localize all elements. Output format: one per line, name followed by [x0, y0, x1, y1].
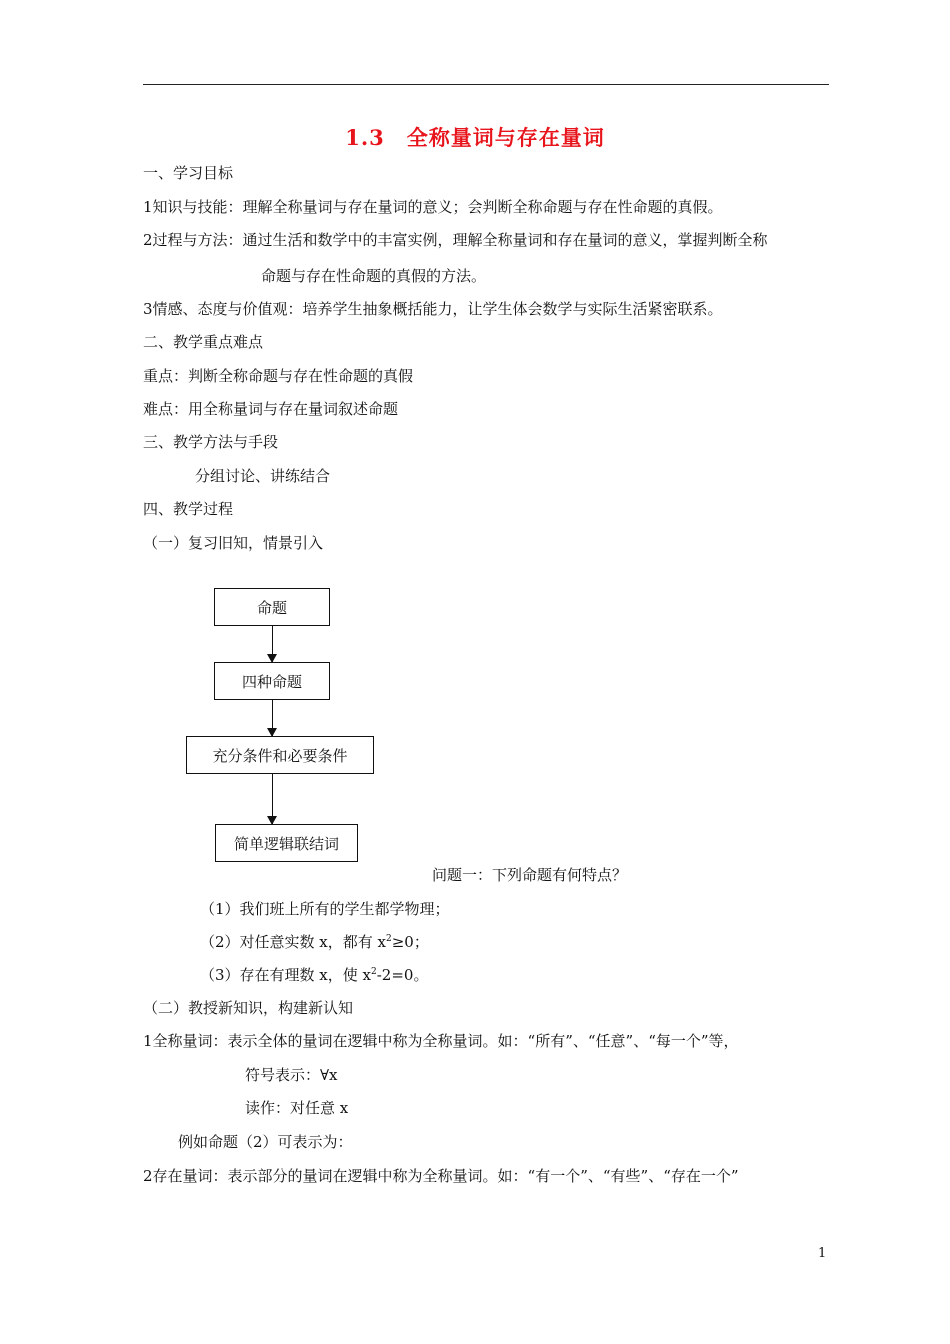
- method-text: 分组讨论、讲练结合: [195, 467, 331, 485]
- header-rule: [143, 84, 829, 85]
- flow-arrow-1: [272, 626, 273, 662]
- subsection-new-knowledge: （二）教授新知识，构建新认知: [143, 999, 354, 1017]
- section-heading-method: 三、教学方法与手段: [143, 433, 279, 451]
- section-heading-process: 四、教学过程: [143, 500, 234, 518]
- flow-box-connectives: [215, 824, 358, 862]
- universal-quantifier-definition: 1全称量词：表示全体的量词在逻辑中称为全称量词。如：“所有”、“任意”、“每一个”等，: [143, 1032, 739, 1050]
- goal-process-line2: 命题与存在性命题的真假的方法。: [261, 267, 487, 285]
- flow-box-label: 充分条件和必要条件: [212, 746, 348, 765]
- flow-arrow-3: [272, 774, 273, 824]
- symbol-notation: 符号表示：∀x: [245, 1066, 338, 1084]
- flow-arrow-2: [272, 700, 273, 736]
- key-point: 重点：判断全称命题与存在性命题的真假: [143, 367, 414, 385]
- example-item-3: （3）存在有理数 x，使 $x^2-2=0$。: [200, 966, 429, 984]
- read-as: 读作：对任意 x: [245, 1099, 349, 1117]
- example-item-1: （1）我们班上所有的学生都学物理；: [200, 900, 450, 918]
- flow-box-four-propositions: [214, 662, 330, 700]
- flow-box-conditions: [186, 736, 374, 774]
- flow-box-label: 四种命题: [241, 672, 302, 691]
- difficulty: 难点：用全称量词与存在量词叙述命题: [143, 400, 399, 418]
- goal-attitude: 3情感、态度与价值观：培养学生抽象概括能力，让学生体会数学与实际生活紧密联系。: [143, 300, 723, 318]
- page-number: 1: [818, 1246, 827, 1261]
- goal-knowledge: 1知识与技能：理解全称量词与存在量词的意义；会判断全称命题与存在性命题的真假。: [143, 198, 723, 216]
- question-one: 问题一：下列命题有何特点？: [432, 866, 628, 884]
- page-title: 1.3 全称量词与存在量词: [345, 125, 605, 150]
- section-heading-focus: 二、教学重点难点: [143, 333, 264, 351]
- goal-process-line1: 2过程与方法：通过生活和数学中的丰富实例，理解全称量词和存在量词的意义，掌握判断全称: [143, 231, 768, 249]
- example-item-2: （2）对任意实数 x，都有 $x^2\ge 0$；: [200, 933, 429, 951]
- example-representation: 例如命题（2）可表示为：: [178, 1133, 353, 1151]
- section-heading-goals: 一、学习目标: [143, 164, 234, 182]
- subsection-review: （一）复习旧知，情景引入: [143, 534, 324, 552]
- flow-box-label: 命题: [256, 598, 287, 617]
- existential-quantifier-definition: 2存在量词：表示部分的量词在逻辑中称为全称量词。如：“有一个”、“有些”、“存在一个”: [143, 1167, 739, 1185]
- flow-box-proposition: [214, 588, 330, 626]
- flow-box-label: 简单逻辑联结词: [233, 834, 339, 853]
